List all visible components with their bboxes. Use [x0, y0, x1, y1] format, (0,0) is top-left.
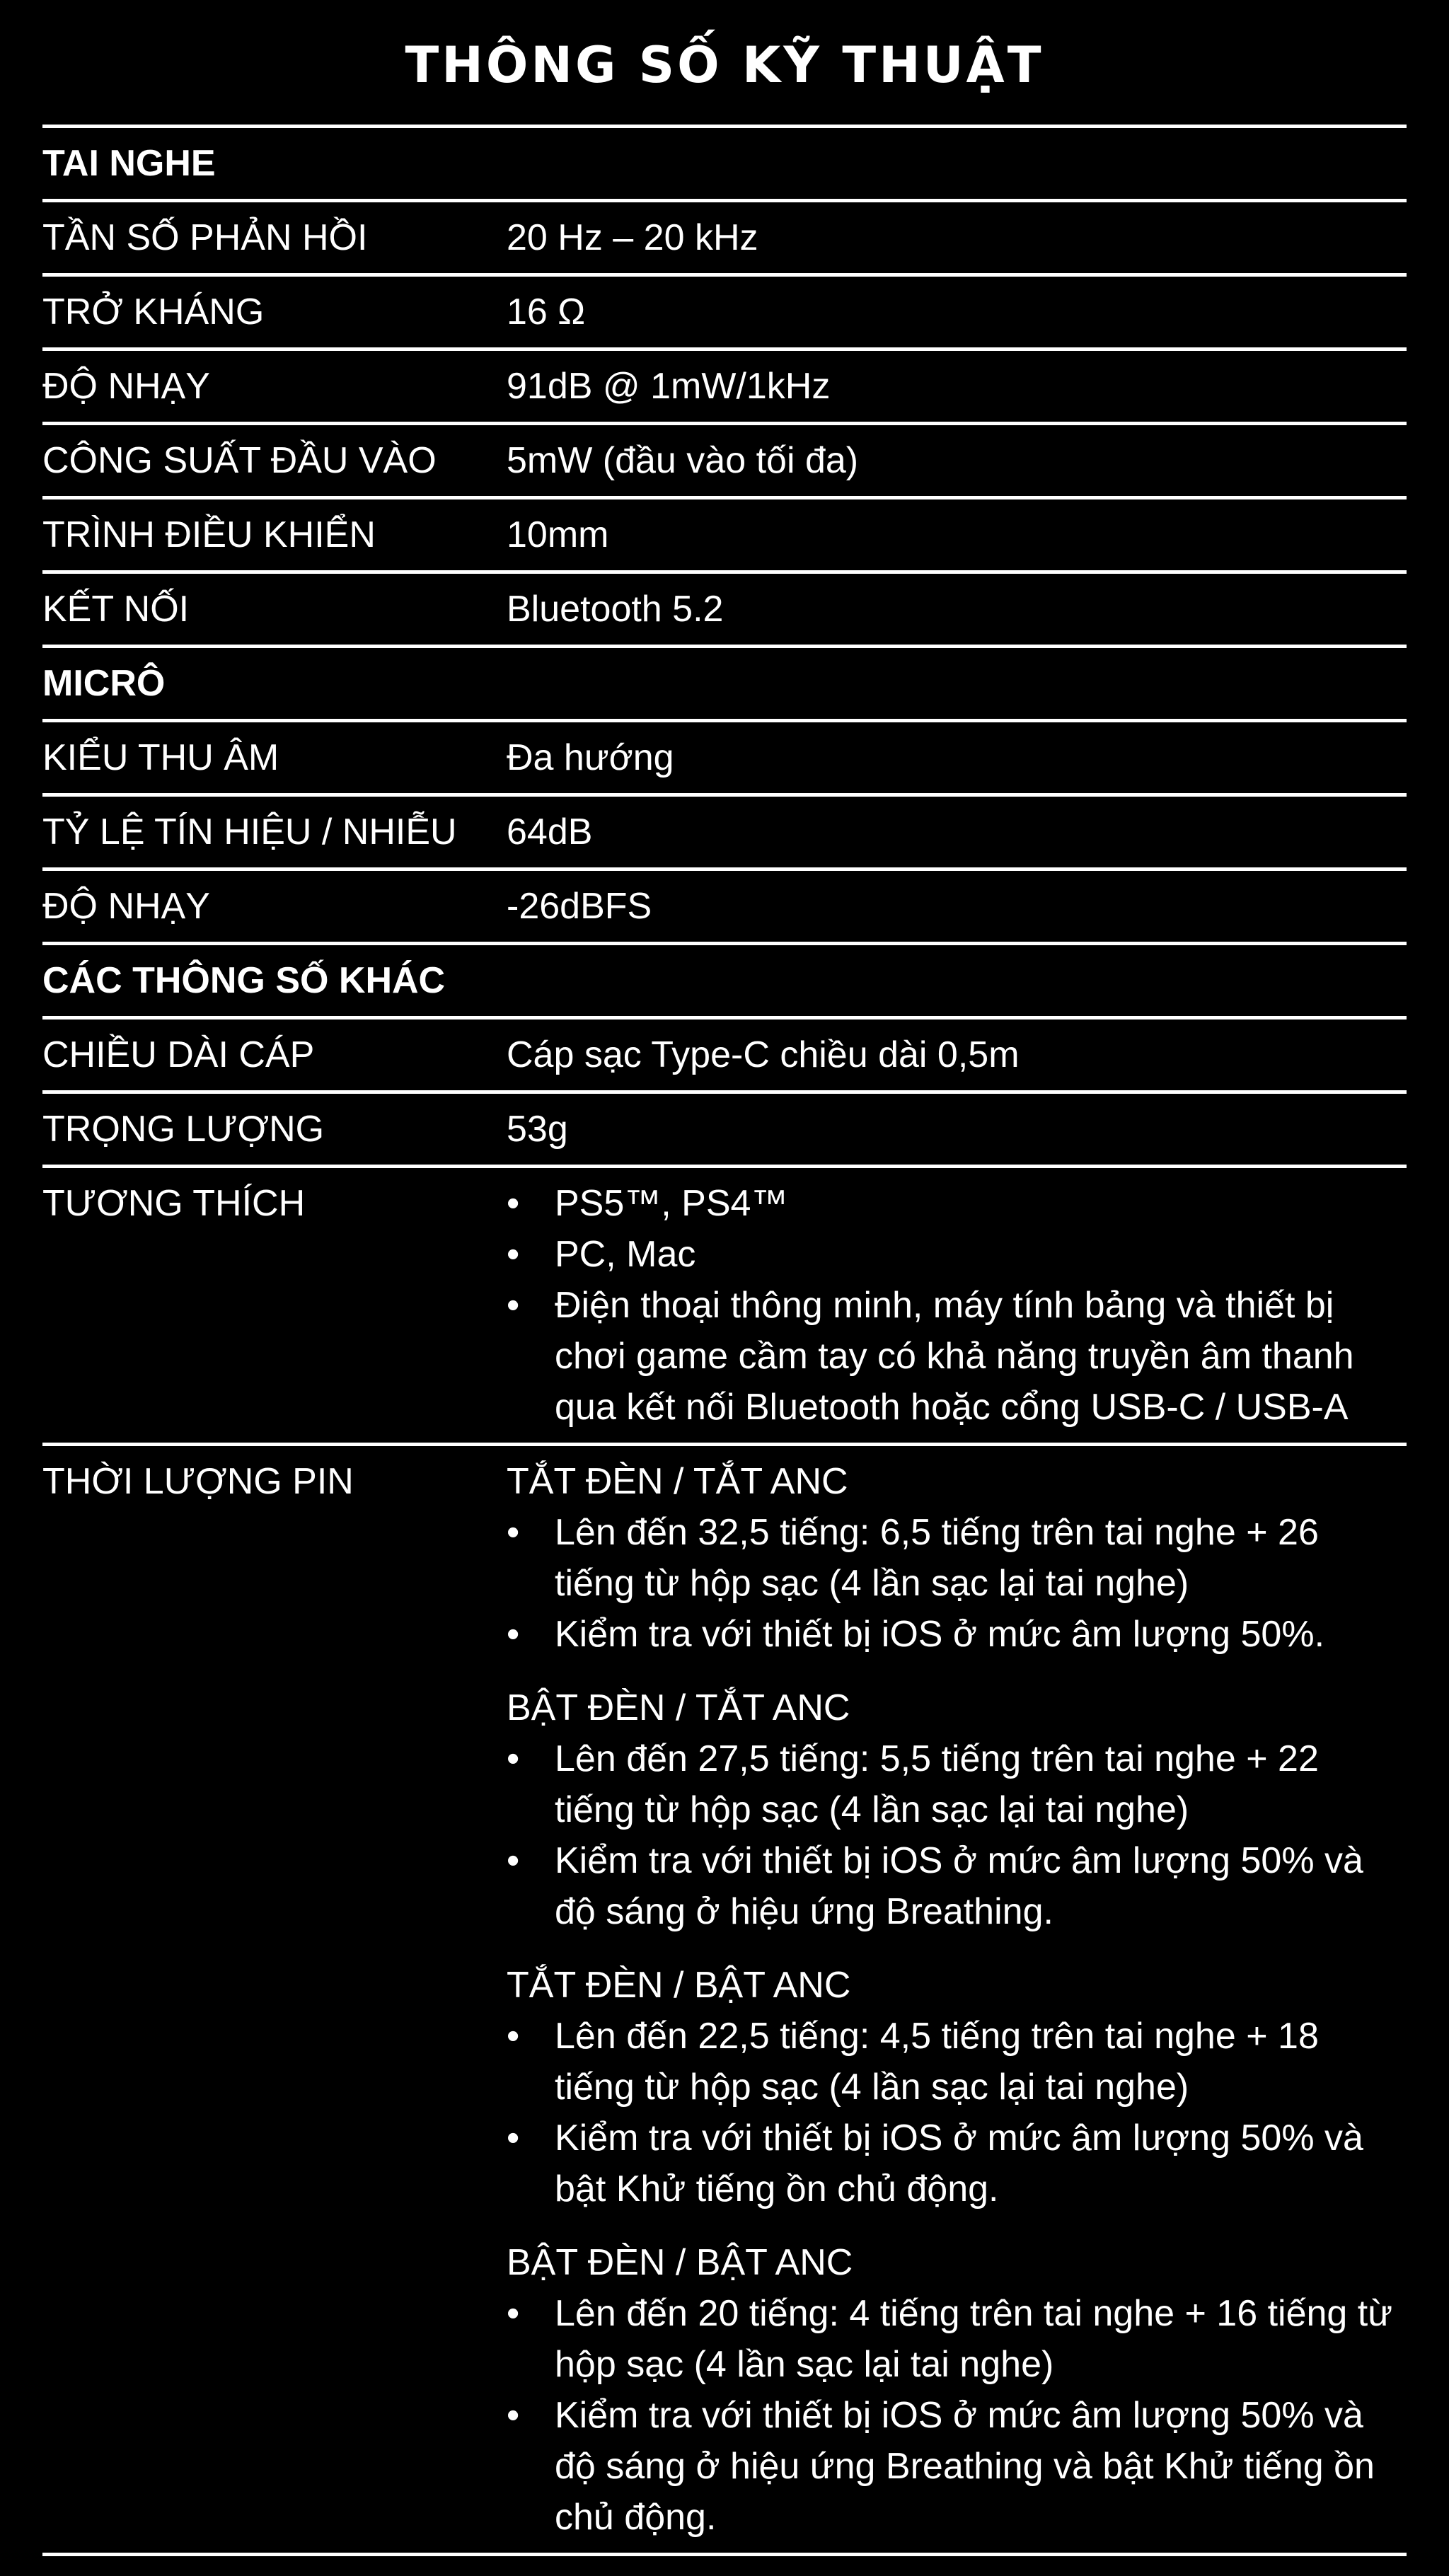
spec-row: [42, 496, 1407, 570]
battery-group-heading: BẬT ĐÈN / TẮT ANC: [507, 1687, 850, 1728]
spec-row: [42, 570, 1407, 645]
section-header-mic: [42, 645, 1407, 719]
list-item: • Lên đến 20 tiếng: 4 tiếng trên tai nghe + 16 tiếng từ hộp sạc (4 lần sạc lại tai nghe): [507, 2288, 1407, 2390]
spec-value: Bluetooth 5.2: [507, 589, 724, 630]
list-item: • Điện thoại thông minh, máy tính bảng và thiết bị chơi game cầm tay có khả năng truyền âm thanh qua kết nối Bluetooth hoặc cổng USB-C / USB-A: [507, 1280, 1407, 1433]
spec-value: 5mW (đầu vào tối đa): [507, 440, 859, 481]
battery-group: [507, 2237, 1407, 2543]
spec-label: TỶ LỆ TÍN HIỆU / NHIỄU: [42, 812, 457, 853]
list-item: • Kiểm tra với thiết bị iOS ở mức âm lượng 50%.: [507, 1609, 1407, 1660]
spec-row: [42, 199, 1407, 273]
list-item: • Kiểm tra với thiết bị iOS ở mức âm lượng 50% và bật Khử tiếng ồn chủ động.: [507, 2113, 1407, 2214]
spec-label: ĐỘ NHẠY: [42, 366, 210, 407]
spec-label: THỜI LƯỢNG PIN: [42, 1461, 354, 1502]
spec-value: 91dB @ 1mW/1kHz: [507, 366, 831, 407]
battery-group-heading: TẮT ĐÈN / BẬT ANC: [507, 1965, 851, 2006]
list-item: • PS5™, PS4™: [507, 1178, 1407, 1229]
battery-group: [507, 1456, 1407, 1660]
spec-table: [42, 125, 1407, 2556]
spec-label: CHIỀU DÀI CÁP: [42, 1034, 315, 1075]
section-label: CÁC THÔNG SỐ KHÁC: [42, 960, 446, 1001]
section-label: TAI NGHE: [42, 143, 216, 184]
list-item: • Lên đến 27,5 tiếng: 5,5 tiếng trên tai nghe + 22 tiếng từ hộp sạc (4 lần sạc lại tai nghe): [507, 1733, 1407, 1835]
section-header-headphone: [42, 125, 1407, 199]
spec-row: [42, 422, 1407, 496]
spec-label: ĐỘ NHẠY: [42, 886, 210, 927]
spec-row: [42, 1090, 1407, 1165]
spec-value: -26dBFS: [507, 886, 652, 927]
spec-value: 53g: [507, 1109, 568, 1150]
spec-value: Đa hướng: [507, 737, 674, 778]
spec-row: [42, 347, 1407, 422]
compat-list: [507, 1178, 1407, 1433]
battery-list: [507, 2011, 1407, 2214]
battery-group-heading: BẬT ĐÈN / BẬT ANC: [507, 2242, 853, 2283]
spec-value: 20 Hz – 20 kHz: [507, 217, 758, 258]
spec-value: Cáp sạc Type-C chiều dài 0,5m: [507, 1034, 1020, 1075]
battery-group: [507, 1682, 1407, 1937]
page-title: THÔNG SỐ KỸ THUẬT: [405, 36, 1044, 94]
spec-row: [42, 867, 1407, 942]
section-header-other: [42, 942, 1407, 1016]
battery-list: [507, 2288, 1407, 2543]
list-item: • Lên đến 22,5 tiếng: 4,5 tiếng trên tai nghe + 18 tiếng từ hộp sạc (4 lần sạc lại tai nghe): [507, 2011, 1407, 2113]
battery-list: [507, 1507, 1407, 1660]
section-label: MICRÔ: [42, 663, 166, 704]
list-item: • Kiểm tra với thiết bị iOS ở mức âm lượng 50% và độ sáng ở hiệu ứng Breathing.: [507, 1835, 1407, 1937]
spec-value: [507, 1446, 1407, 2553]
spec-label: TẦN SỐ PHẢN HỒI: [42, 217, 368, 258]
spec-row: [42, 1016, 1407, 1090]
spec-label: KIỂU THU ÂM: [42, 737, 279, 778]
spec-row-compatibility: [42, 1165, 1407, 1443]
spec-row-battery: [42, 1443, 1407, 2556]
spec-label: TƯƠNG THÍCH: [42, 1183, 306, 1224]
battery-group: [507, 1960, 1407, 2214]
spec-row: [42, 273, 1407, 347]
spec-label: TRỞ KHÁNG: [42, 291, 265, 333]
spec-value: 10mm: [507, 514, 609, 555]
list-item: • Lên đến 32,5 tiếng: 6,5 tiếng trên tai nghe + 26 tiếng từ hộp sạc (4 lần sạc lại tai nghe): [507, 1507, 1407, 1609]
spec-value: [507, 1168, 1407, 1443]
spec-row: [42, 793, 1407, 867]
list-item: • Kiểm tra với thiết bị iOS ở mức âm lượng 50% và độ sáng ở hiệu ứng Breathing và bật Khử tiếng ồn chủ động.: [507, 2390, 1407, 2543]
spec-label: CÔNG SUẤT ĐẦU VÀO: [42, 440, 437, 481]
battery-list: [507, 1733, 1407, 1937]
list-item: • PC, Mac: [507, 1229, 1407, 1280]
battery-group-heading: TẮT ĐÈN / TẮT ANC: [507, 1461, 848, 1502]
spec-label: KẾT NỐI: [42, 589, 190, 630]
spec-value: 64dB: [507, 812, 593, 853]
spec-row: [42, 719, 1407, 793]
spec-value: 16 Ω: [507, 291, 586, 333]
spec-label: TRÌNH ĐIỀU KHIỂN: [42, 514, 376, 555]
spec-label: TRỌNG LƯỢNG: [42, 1109, 325, 1150]
